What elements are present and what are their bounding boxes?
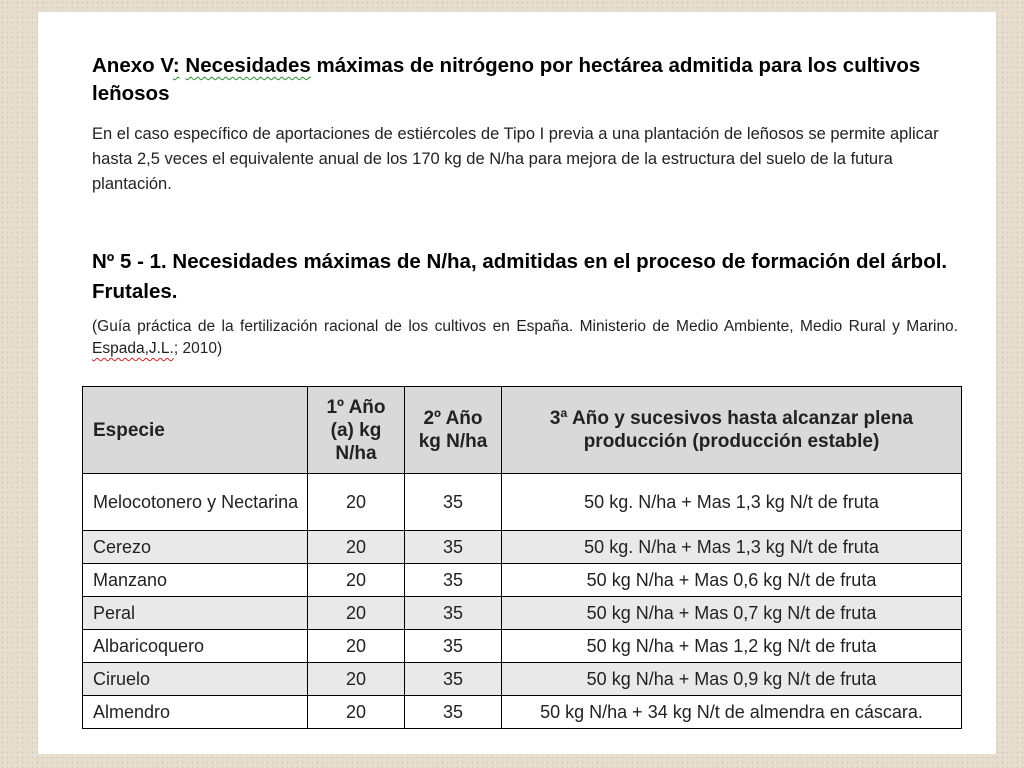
cell-year2: 35 [405,564,502,597]
cell-year3: 50 kg N/ha + Mas 1,2 kg N/t de fruta [502,630,962,663]
cell-year1: 20 [308,564,405,597]
citation-author: Espada,J.L. [92,340,174,357]
source-citation [92,316,958,360]
nitrogen-table [82,386,962,729]
cell-year3: 50 kg. N/ha + Mas 1,3 kg N/t de fruta [502,474,962,531]
cell-species: Ciruelo [83,663,308,696]
header-year2: 2º Año kg N/ha [405,387,502,474]
table-row [83,630,962,663]
annex-heading-label: Anexo V [92,54,173,77]
table-row [83,474,962,531]
annex-heading [92,52,952,108]
table-row [83,564,962,597]
slide-page [38,12,996,754]
annex-heading-keyword: Necesidades [185,54,311,77]
cell-species: Peral [83,597,308,630]
cell-year1: 20 [308,696,405,729]
cell-year2: 35 [405,663,502,696]
cell-year3: 50 kg N/ha + 34 kg N/t de almendra en cáscara. [502,696,962,729]
cell-year3: 50 kg N/ha + Mas 0,6 kg N/t de fruta [502,564,962,597]
table-row [83,696,962,729]
intro-paragraph: En el caso específico de aportaciones de estiércoles de Tipo I previa a una plantación de leñosos se permite aplicar hasta 2,5 veces el equivalente anual de los 170 kg de N/ha para mejora de la estructura del suelo de la futura plantación. [92,125,939,193]
cell-species: Albaricoquero [83,630,308,663]
cell-year1: 20 [308,630,405,663]
cell-species: Almendro [83,696,308,729]
cell-year1: 20 [308,663,405,696]
cell-year2: 35 [405,474,502,531]
cell-year2: 35 [405,531,502,564]
cell-year1: 20 [308,597,405,630]
table-row [83,531,962,564]
cell-year2: 35 [405,597,502,630]
cell-year1: 20 [308,531,405,564]
cell-species: Manzano [83,564,308,597]
cell-year3: 50 kg. N/ha + Mas 1,3 kg N/t de fruta [502,531,962,564]
annex-heading-colon: : [172,54,180,77]
cell-year2: 35 [405,630,502,663]
table-header-row [83,387,962,474]
cell-year1: 20 [308,474,405,531]
header-year3: 3ª Año y sucesivos hasta alcanzar plena producción (producción estable) [502,387,962,474]
citation-text: (Guía práctica de la fertilización racional de los cultivos en España. Ministerio de Medio Ambiente, Medio Rural y Marino. [92,318,958,335]
header-species: Especie [83,387,308,474]
cell-year3: 50 kg N/ha + Mas 0,7 kg N/t de fruta [502,597,962,630]
table-row [83,597,962,630]
cell-species: Cerezo [83,531,308,564]
table-heading: Nº 5 - 1. Necesidades máximas de N/ha, admitidas en el proceso de formación del árbol. Frutales. [92,250,948,303]
annex-heading-rest: máximas de nitrógeno por hectárea admitida para los cultivos leñosos [92,54,921,105]
cell-year3: 50 kg N/ha + Mas 0,9 kg N/t de fruta [502,663,962,696]
citation-year: ; 2010) [173,340,223,357]
table-row [83,663,962,696]
header-year1: 1º Año (a) kg N/ha [308,387,405,474]
cell-species: Melocotonero y Nectarina [83,474,308,531]
cell-year2: 35 [405,696,502,729]
